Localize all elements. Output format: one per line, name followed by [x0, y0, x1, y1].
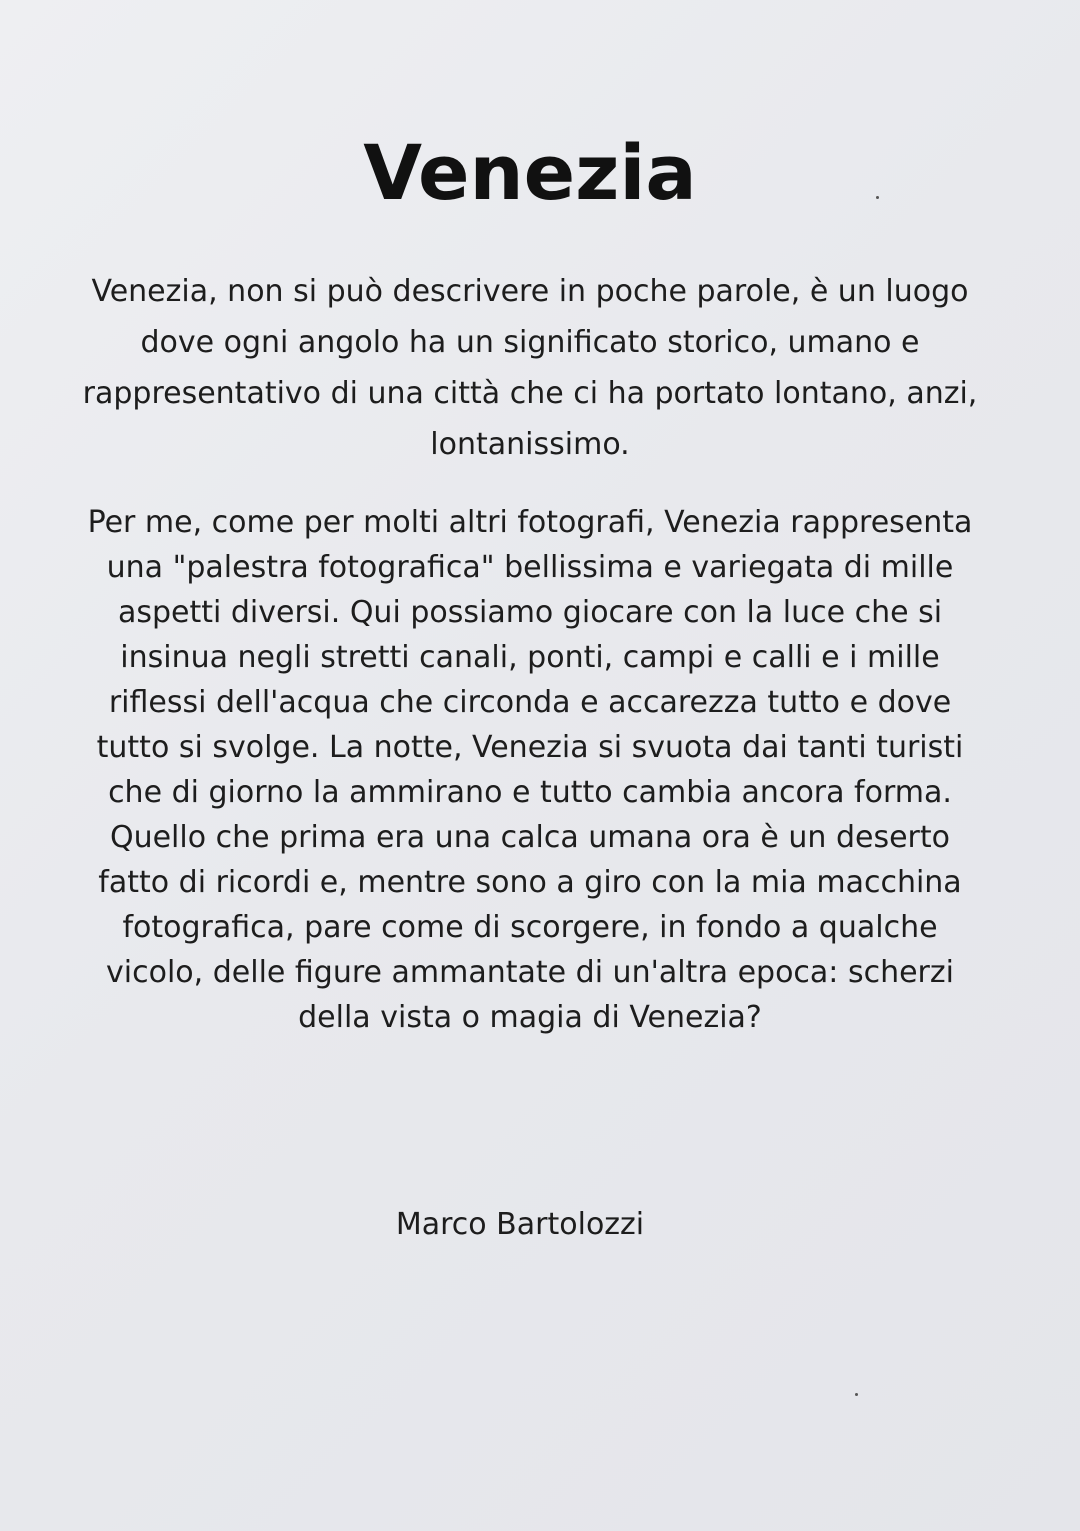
text-line: rappresentativo di una città che ci ha portato lontano, anzi,	[82, 376, 978, 411]
text-line: aspetti diversi. Qui possiamo giocare con la luce che si	[117, 595, 943, 630]
paragraph-body	[70, 500, 990, 1040]
paper-speck	[855, 1393, 858, 1396]
text-line: Per me, come per molti altri fotografi, Venezia rappresenta	[87, 505, 973, 540]
paper-speck	[876, 196, 879, 199]
text-line: Venezia, non si può descrivere in poche parole, è un luogo	[91, 274, 969, 309]
text-line: fatto di ricordi e, mentre sono a giro con la mia macchina	[98, 865, 962, 900]
text-line: lontanissimo.	[430, 427, 630, 462]
text-line: Quello che prima era una calca umana ora è un deserto	[109, 820, 951, 855]
author-signature: Marco Bartolozzi	[395, 1207, 645, 1242]
text-line: della vista o magia di Venezia?	[298, 1000, 762, 1035]
text-line: fotografica, pare come di scorgere, in fondo a qualche	[122, 910, 938, 945]
text-line: dove ogni angolo ha un significato storico, umano e	[140, 325, 920, 360]
text-line: vicolo, delle figure ammantate di un'altra epoca: scherzi	[106, 955, 954, 990]
text-line: riflessi dell'acqua che circonda e accarezza tutto e dove	[108, 685, 952, 720]
paragraph-intro	[70, 266, 990, 470]
text-line: una "palestra fotografica" bellissima e variegata di mille	[106, 550, 954, 585]
text-line: che di giorno la ammirano e tutto cambia ancora forma.	[108, 775, 952, 810]
text-line: insinua negli stretti canali, ponti, campi e calli e i mille	[120, 640, 940, 675]
text-line: tutto si svolge. La notte, Venezia si svuota dai tanti turisti	[96, 730, 964, 765]
page-title: Venezia	[363, 128, 697, 217]
